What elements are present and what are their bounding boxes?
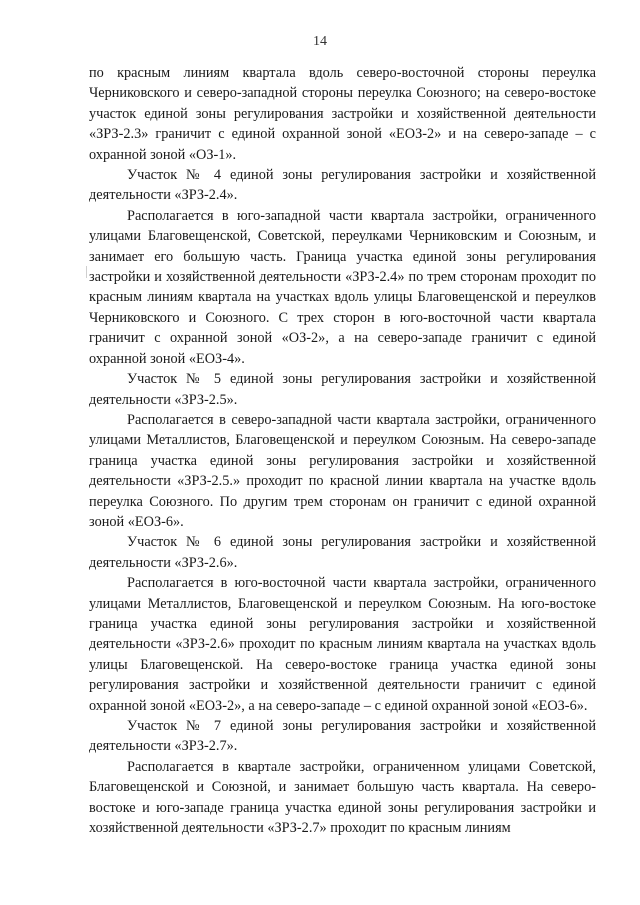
paragraph-6: Участок № 6 единой зоны регулирования застройки и хозяйственной деятельности «ЗРЗ-2.6». [89, 534, 596, 571]
margin-mark [86, 266, 87, 278]
paragraph-7: Располагается в юго-восточной части квартала застройки, ограниченного улицами Металлистов, Благовещенской и переулком Союзным. На юго-востоке граница участка единой зоны регулирования застройки и хозяйственной деятельности «ЗРЗ-2.6» проходит по красным линиям квартала на участках вдоль улицы Благовещенской. На северо-востоке граница участка единой зоны регулирования застройки и хозяйственной деятельности граничит с единой охранной зоной «ЕОЗ-2», а на северо-западе – с единой охранной зоной «ЕОЗ-6». [89, 575, 596, 714]
paragraph-8: Участок № 7 единой зоны регулирования застройки и хозяйственной деятельности «ЗРЗ-2.7». [89, 718, 596, 755]
paragraph-3: Располагается в юго-западной части квартала застройки, ограниченного улицами Благовещенской, Советской, переулками Черниковским и Союзным, и занимает его большую часть. Граница участка единой зоны регулирования застройки и хозяйственной деятельности «ЗРЗ-2.4» по трем сторонам проходит по красным линиям квартала на участках вдоль улицы Благовещенской и переулков Черниковского и Союзного. С трех сторон в юго-восточной части квартала граничит с охранной зоной «ОЗ-2», а на северо-западе граничит с единой охранной зоной «ЕОЗ-4». [89, 207, 596, 367]
paragraph-9: Располагается в квартале застройки, ограниченном улицами Советской, Благовещенской и Союзной, и занимает большую часть квартала. На северо-востоке и юго-западе граница участка единой зоны регулирования застройки и хозяйственной деятельности «ЗРЗ-2.7» проходит по красным линиям [89, 758, 596, 837]
body-text [89, 63, 596, 838]
page-number: 14 [313, 34, 327, 49]
paragraph-4: Участок № 5 единой зоны регулирования застройки и хозяйственной деятельности «ЗРЗ-2.5». [89, 371, 596, 408]
paragraph-5: Располагается в северо-западной части квартала застройки, ограниченного улицами Металлистов, Благовещенской и переулком Союзным. На северо-западе граница участка единой зоны регулирования застройки и хозяйственной деятельности «ЗРЗ-2.5.» проходит по красной линии квартала на участке вдоль переулка Союзного. По другим трем сторонам он граничит с единой охранной зоной «ЕОЗ-6». [89, 411, 596, 530]
paragraph-2: Участок № 4 единой зоны регулирования застройки и хозяйственной деятельности «ЗРЗ-2.4». [89, 167, 596, 204]
paragraph-1: по красным линиям квартала вдоль северо-восточной стороны переулка Черниковского и северо-западной стороны переулка Союзного; на северо-востоке участок единой зоны регулирования застройки и хозяйственной деятельности «ЗРЗ-2.3» граничит с единой охранной зоной «ЕОЗ-2» и на северо-западе – с охранной зоной «ОЗ-1». [89, 65, 596, 163]
